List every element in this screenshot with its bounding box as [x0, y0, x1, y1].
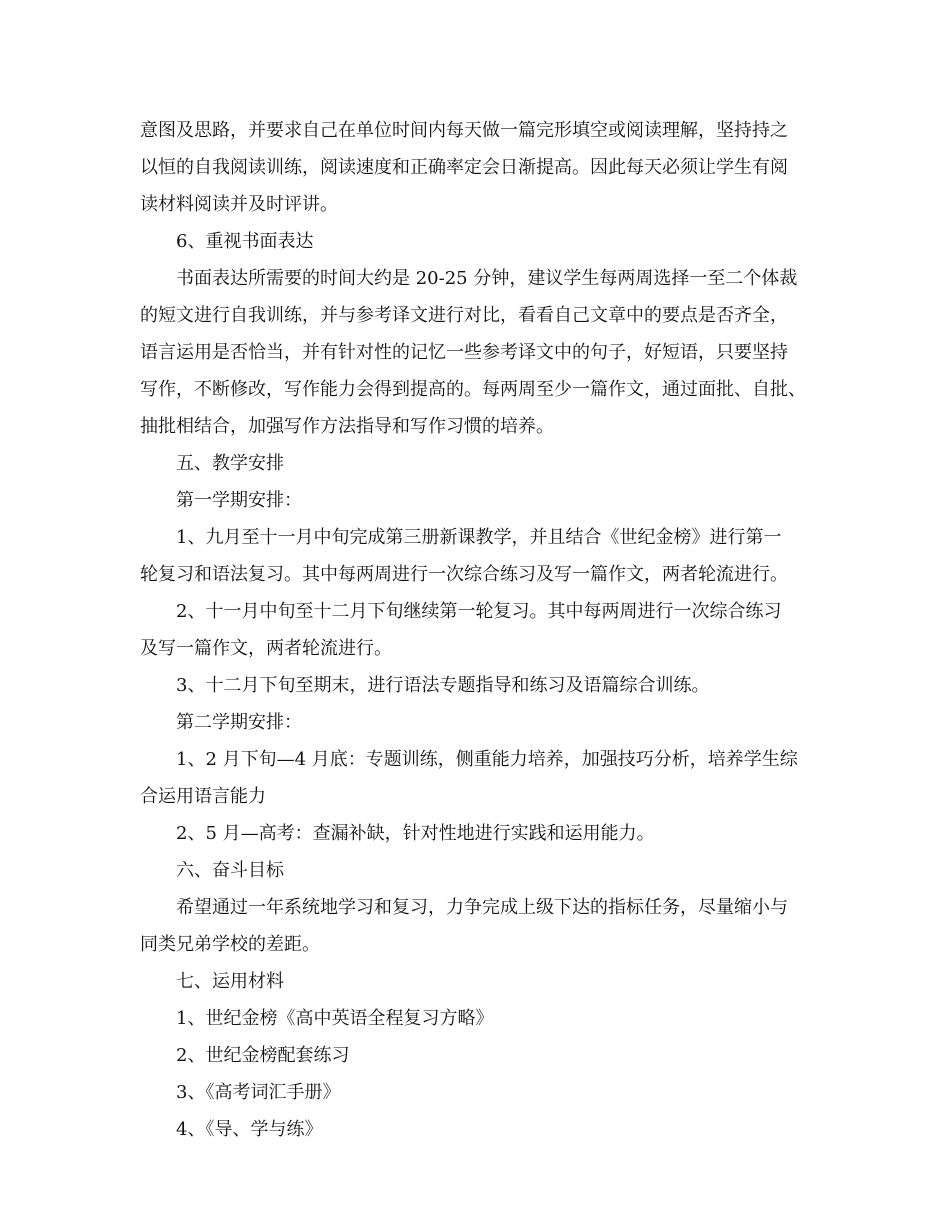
section-heading: 五、教学安排	[176, 453, 284, 474]
paragraph-line: 读材料阅读并及时评讲。	[140, 194, 338, 215]
paragraph-line: 合运用语言能力	[140, 786, 266, 807]
subsection-heading: 第二学期安排：	[176, 712, 302, 733]
subsection-heading: 第一学期安排：	[176, 490, 302, 511]
list-item: 2、5 月—高考：查漏补缺，针对性地进行实践和运用能力。	[176, 823, 655, 844]
paragraph-line: 意图及思路，并要求自己在单位时间内每天做一篇完形填空或阅读理解，坚持持之	[140, 120, 788, 141]
list-item: 1、世纪金榜《高中英语全程复习方略》	[176, 1008, 494, 1029]
paragraph-line: 希望通过一年系统地学习和复习，力争完成上级下达的指标任务，尽量缩小与	[176, 897, 788, 918]
paragraph-line: 书面表达所需要的时间大约是 20-25 分钟，建议学生每两周选择一至二个体裁	[176, 268, 798, 289]
list-item: 4、《导、学与练》	[176, 1119, 323, 1140]
list-item: 3、十二月下旬至期末，进行语法专题指导和练习及语篇综合训练。	[176, 675, 710, 696]
list-item: 1、九月至十一月中旬完成第三册新课教学，并且结合《世纪金榜》进行第一	[176, 527, 782, 548]
list-item: 2、十一月中旬至十二月下旬继续第一轮复习。其中每两周进行一次综合练习	[176, 601, 782, 622]
paragraph-line: 轮复习和语法复习。其中每两周进行一次综合练习及写一篇作文，两者轮流进行。	[140, 564, 788, 585]
paragraph-line: 同类兄弟学校的差距。	[140, 934, 320, 955]
paragraph-line: 写作，不断修改，写作能力会得到提高的。每两周至少一篇作文，通过面批、自批、	[140, 379, 806, 400]
paragraph-line: 语言运用是否恰当，并有针对性的记忆一些参考译文中的句子，好短语，只要坚持	[140, 342, 788, 363]
section-heading: 6、重视书面表达	[176, 231, 314, 252]
paragraph-line: 及写一篇作文，两者轮流进行。	[140, 638, 392, 659]
list-item: 3、《高考词汇手册》	[176, 1082, 341, 1103]
section-heading: 六、奋斗目标	[176, 860, 284, 881]
section-heading: 七、运用材料	[176, 971, 284, 992]
paragraph-line: 的短文进行自我训练，并与参考译文进行对比，看看自己文章中的要点是否齐全，	[140, 305, 788, 326]
paragraph-line: 以恒的自我阅读训练，阅读速度和正确率定会日渐提高。因此每天必须让学生有阅	[140, 157, 788, 178]
paragraph-line: 抽批相结合，加强写作方法指导和写作习惯的培养。	[140, 416, 554, 437]
list-item: 1、2 月下旬—4 月底：专题训练，侧重能力培养，加强技巧分析，培养学生综	[176, 749, 798, 770]
list-item: 2、世纪金榜配套练习	[176, 1045, 350, 1066]
